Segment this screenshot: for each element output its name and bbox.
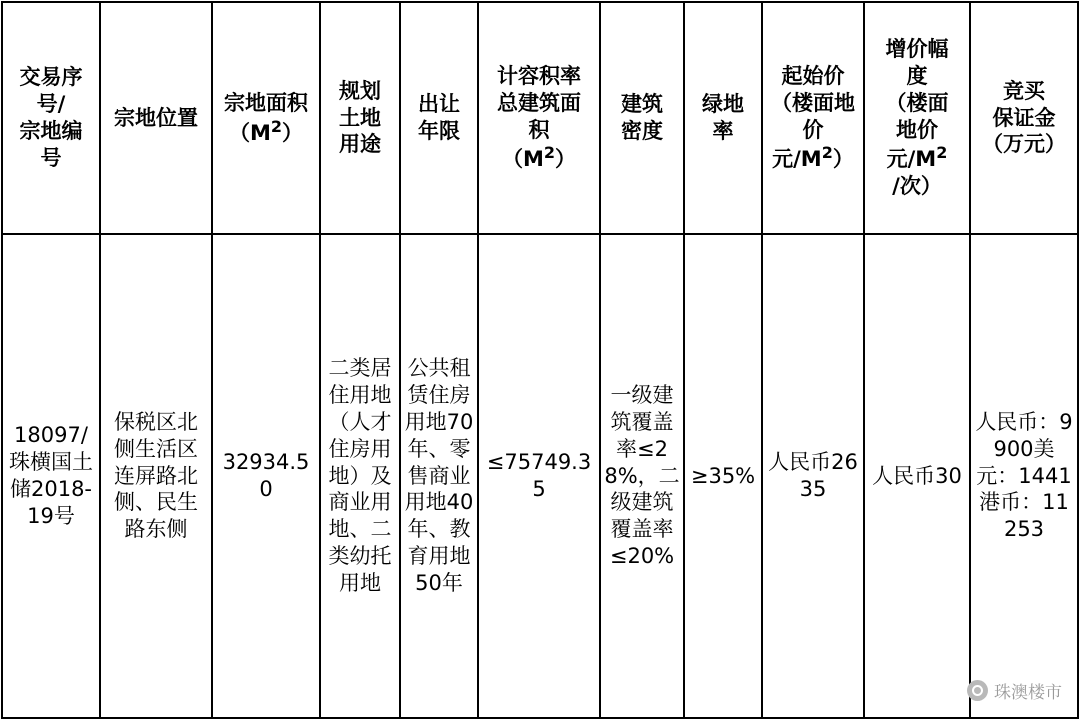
column-header-transfer-term	[400, 2, 478, 234]
cell-far-total-gfa: ≤75749.35	[478, 234, 600, 718]
header-line: 规划	[339, 78, 381, 103]
cell-bid-increment: 人民币30	[864, 234, 970, 718]
header-line: 积	[528, 117, 550, 142]
header-line: 绿地	[702, 92, 744, 117]
header-line-unit: $(M^2)$	[228, 116, 304, 145]
header-line: /次）	[892, 174, 942, 199]
column-header-parcel-location	[100, 2, 212, 234]
header-line: 年限	[418, 119, 460, 143]
header-line: （楼面地	[771, 90, 855, 115]
column-header-planned-land-use	[320, 2, 400, 234]
header-line: 宗地编	[19, 119, 83, 143]
header-line: 号	[40, 145, 62, 170]
cell-transaction-no: 18097/珠横国土储2018-19号	[2, 234, 100, 718]
header-line: 交易序	[19, 65, 83, 90]
header-line: 密度	[621, 119, 663, 143]
table-header-row	[2, 2, 1078, 234]
header-line: 宗地位置	[114, 105, 198, 130]
watermark-label: 珠澳楼市	[994, 683, 1062, 703]
header-line: 度	[906, 63, 928, 88]
header-line-unit: $(M^2)$	[501, 143, 577, 172]
header-line: 率	[712, 119, 734, 143]
column-header-bid-deposit	[970, 2, 1078, 234]
header-line-unit: 元$/M^2$	[886, 143, 948, 172]
cell-planned-land-use: 二类居住用地（人才住房用地）及商业用地、二类幼托用地	[320, 234, 400, 718]
column-header-transaction-no	[2, 2, 100, 234]
cell-parcel-area: 32934.50	[212, 234, 320, 718]
header-line: （万元）	[982, 132, 1066, 157]
land-parcel-table	[1, 1, 1079, 719]
header-line: 总建筑面	[497, 90, 581, 115]
column-header-building-density	[600, 2, 684, 234]
header-line: 计容积率	[497, 63, 581, 88]
header-line: 建筑	[621, 92, 663, 117]
cell-starting-price: 人民币2635	[762, 234, 864, 718]
header-line: 价	[802, 117, 824, 142]
cell-transfer-term: 公共租赁住房用地70年、零售商业用地40年、教育用地50年	[400, 234, 478, 718]
header-line: （楼面	[885, 90, 949, 115]
column-header-green-ratio	[684, 2, 762, 234]
cell-parcel-location: 保税区北侧生活区连屏路北侧、民生路东侧	[100, 234, 212, 718]
header-line: 用途	[339, 132, 381, 157]
header-line: 土地	[339, 105, 381, 130]
document-page	[0, 1, 1080, 721]
header-line: 号/	[36, 92, 66, 117]
column-header-bid-increment	[864, 2, 970, 234]
header-line: 出让	[418, 92, 460, 117]
column-header-parcel-area	[212, 2, 320, 234]
header-line-unit: 元$/M^2$）	[772, 143, 854, 172]
header-line: 增价幅	[885, 36, 949, 61]
column-header-far-total-gfa	[478, 2, 600, 234]
header-line: 保证金	[992, 105, 1056, 130]
cell-green-ratio: ≥35%	[684, 234, 762, 718]
cell-bid-deposit: 人民币：9900美元：1441港币：11253	[970, 234, 1078, 718]
cell-building-density: 一级建筑覆盖率≤28%，二级建筑覆盖率≤20%	[600, 234, 684, 718]
column-header-starting-price	[762, 2, 864, 234]
header-line: 地价	[896, 117, 938, 142]
header-line: 竞买	[1003, 78, 1045, 103]
header-line: 宗地面积	[224, 90, 308, 115]
header-line: 起始价	[781, 63, 845, 88]
table-row	[2, 234, 1078, 718]
